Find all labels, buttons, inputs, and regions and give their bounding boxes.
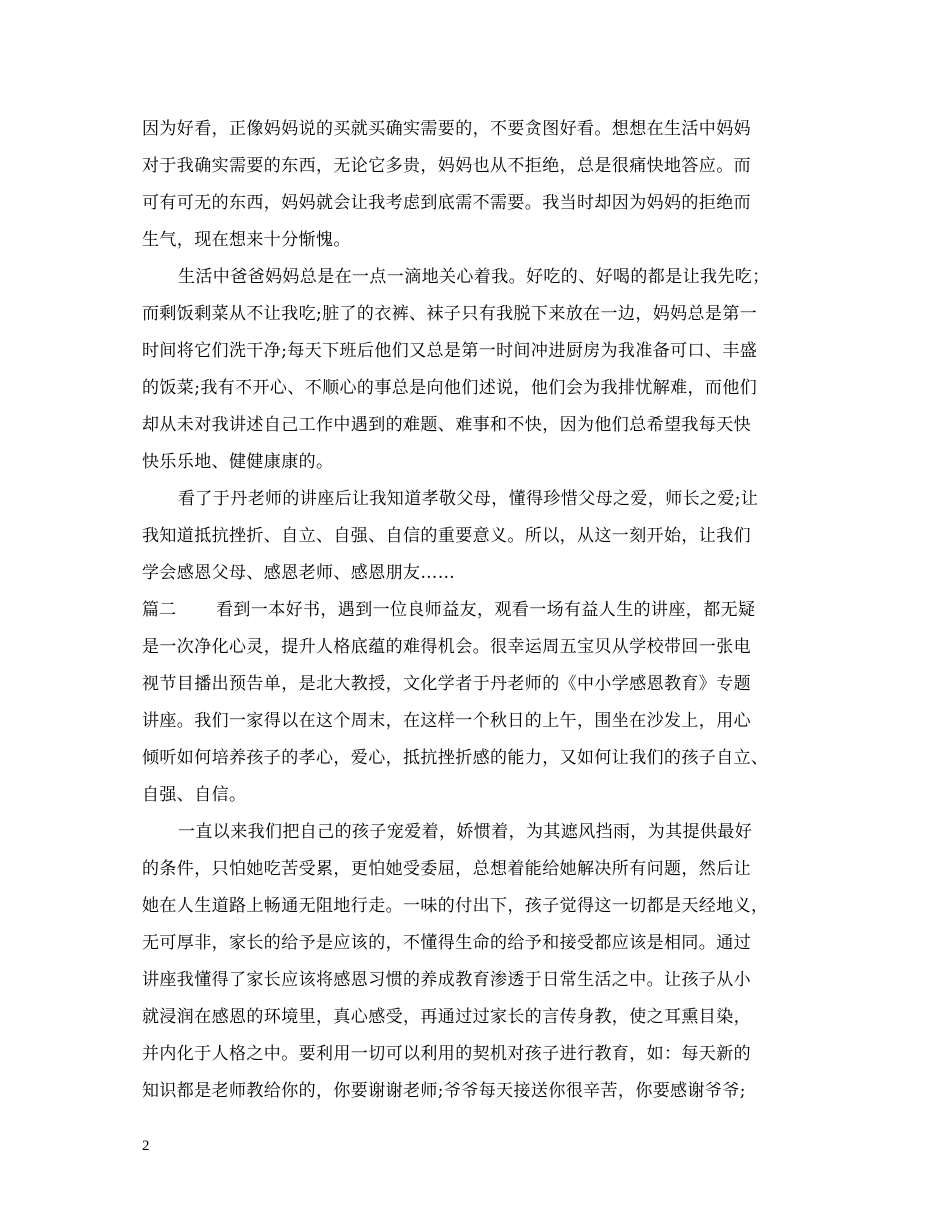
text-line: 学会感恩父母、感恩老师、感恩朋友…… [142,563,456,583]
text-line: 倾听如何培养孩子的孝心，爱心，抵抗挫折感的能力，又如何让我们的孩子自立、 [142,748,769,768]
text-line: 生气，现在想来十分惭愧。 [142,230,351,250]
text-line: 一直以来我们把自己的孩子宠爱着，娇惯着，为其遮风挡雨，为其提供最好 [178,822,753,842]
text-line: 看了于丹老师的讲座后让我知道孝敬父母，懂得珍惜父母之爱，师长之爱;让 [178,489,759,509]
text-line: 自强、自信。 [142,785,247,805]
text-line: 因为好看，正像妈妈说的买就买确实需要的，不要贪图好看。想想在生活中妈妈 [142,119,751,139]
text-line: 讲座。我们一家得以在这个周末，在这样一个秋日的上午，围坐在沙发上，用心 [142,711,751,731]
text-line: 讲座我懂得了家长应该将感恩习惯的养成教育渗透于日常生活之中。让孩子从小 [142,970,751,990]
text-line: 生活中爸爸妈妈总是在一点一滴地关心着我。好吃的、好喝的都是让我先吃； [178,267,770,287]
text-line: 她在人生道路上畅通无阻地行走。一味的付出下，孩子觉得这一切都是天经地义， [142,896,769,916]
text-line: 并内化于人格之中。要利用一切可以利用的契机对孩子进行教育，如：每天新的 [142,1044,751,1064]
text-line: 快乐乐地、健健康康的。 [142,452,334,472]
page-number: 2 [142,1138,150,1154]
text-line: 却从未对我讲述自己工作中遇到的难题、难事和不快，因为他们总希望我每天快 [142,415,751,435]
text-line: 就浸润在感恩的环境里，真心感受，再通过过家长的言传身教，使之耳熏目染， [142,1007,751,1027]
text-line: 对于我确实需要的东西，无论它多贵，妈妈也从不拒绝，总是很痛快地答应。而 [142,156,751,176]
text-line: 无可厚非，家长的给予是应该的，不懂得生命的给予和接受都应该是相同。通过 [142,933,751,953]
text-line: 的饭菜;我有不开心、不顺心的事总是向他们述说，他们会为我排忧解难，而他们 [142,378,758,398]
text-line: 我知道抵抗挫折、自立、自强、自信的重要意义。所以，从这一刻开始，让我们 [142,526,751,546]
text-line: 的条件，只怕她吃苦受累，更怕她受委屈，总想着能给她解决所有问题，然后让 [142,859,751,879]
text-line: 知识都是老师教给你的，你要谢谢老师;爷爷每天接送你很辛苦，你要感谢爷爷; [142,1081,746,1101]
section-label: 篇二 [142,600,176,620]
text-line: 视节目播出预告单，是北大教授，文化学者于丹老师的《中小学感恩教育》专题 [142,674,751,694]
text-line: 是一次净化心灵，提升人格底蕴的难得机会。很幸运周五宝贝从学校带回一张电 [142,637,751,657]
text-line: 可有可无的东西，妈妈就会让我考虑到底需不需要。我当时却因为妈妈的拒绝而 [142,193,751,213]
text-line: 看到一本好书，遇到一位良师益友，观看一场有益人生的讲座，都无疑 [216,600,756,620]
text-line: 而剩饭剩菜从不让我吃;脏了的衣裤、袜子只有我脱下来放在一边，妈妈总是第一 [142,304,758,324]
text-line: 时间将它们洗干净;每天下班后他们又总是第一时间冲进厨房为我准备可口、丰盛 [142,341,758,361]
